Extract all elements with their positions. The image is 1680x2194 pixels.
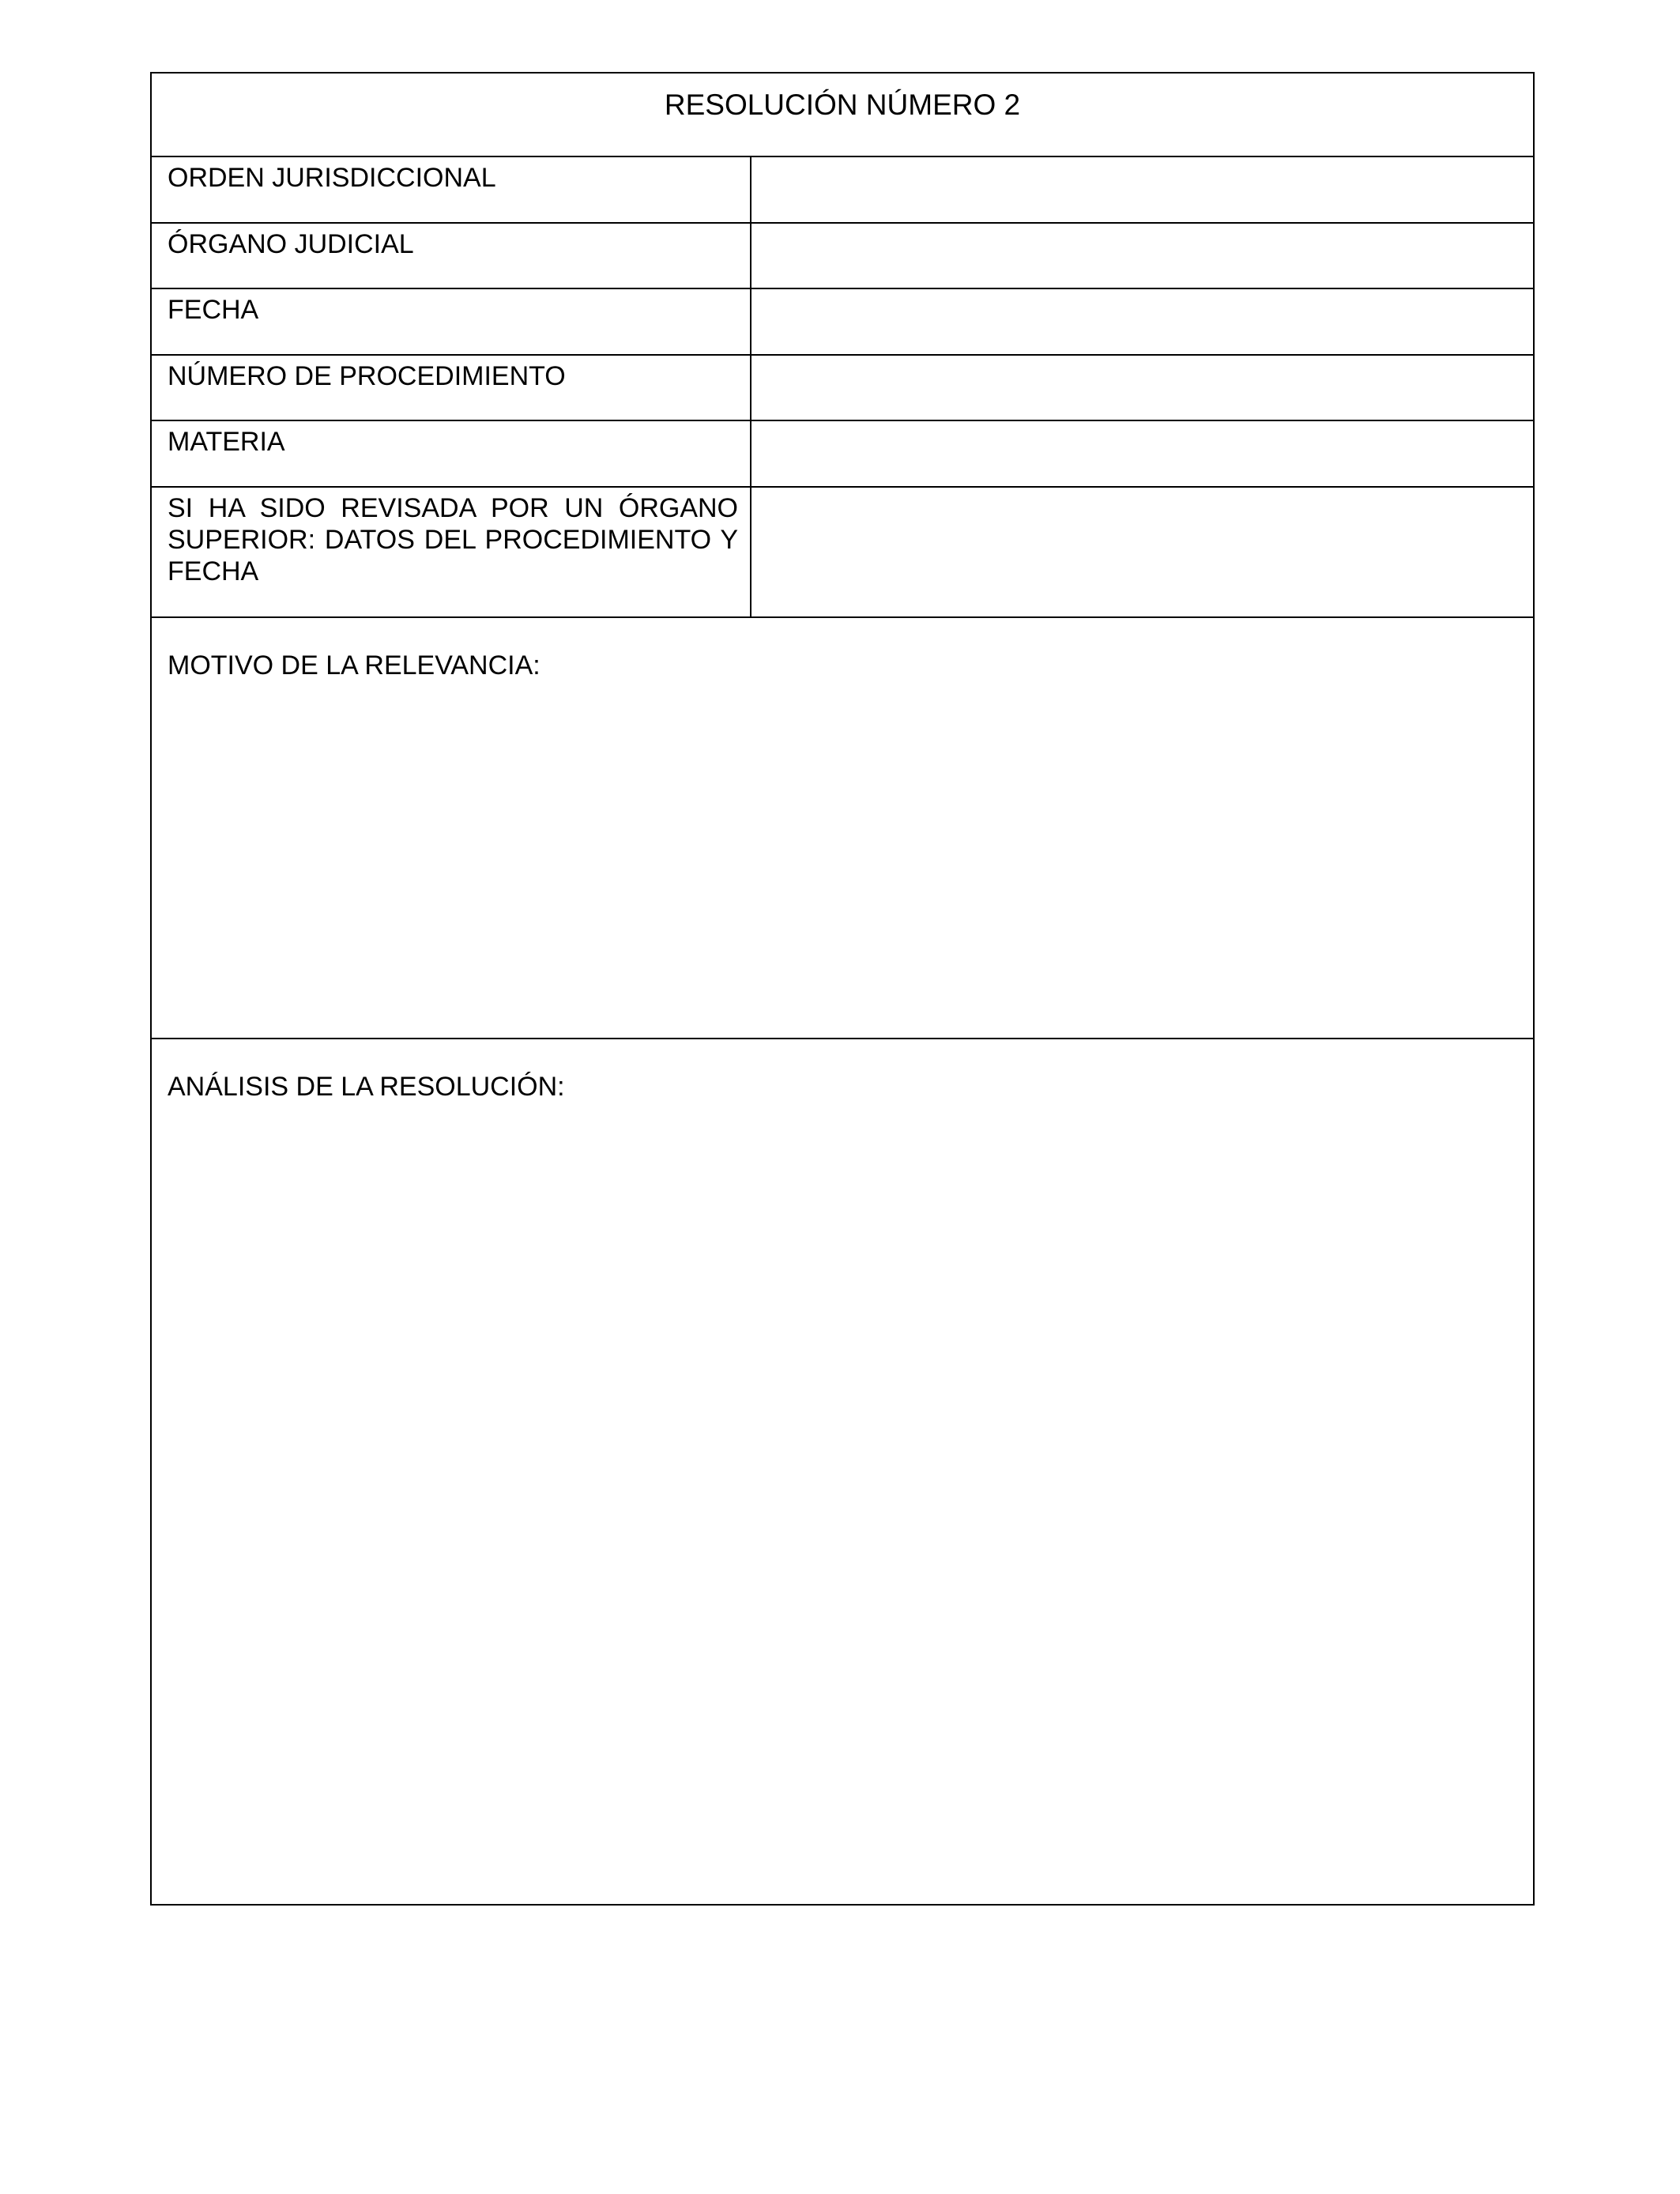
section-motivo-relevancia: [152, 618, 1533, 1039]
field-label-materia: MATERIA: [168, 427, 285, 457]
field-row-orden-jurisdiccional: [152, 157, 1533, 224]
field-label-orden-jurisdiccional: ORDEN JURISDICCIONAL: [168, 163, 496, 193]
field-label-numero-procedimiento: NÚMERO DE PROCEDIMIENTO: [168, 361, 566, 391]
section-label-motivo-relevancia: MOTIVO DE LA RELEVANCIA:: [168, 650, 541, 680]
field-value-organo-judicial[interactable]: [750, 224, 1533, 288]
section-analisis-resolucion: [152, 1039, 1533, 1904]
field-value-orden-jurisdiccional[interactable]: [750, 157, 1533, 222]
field-row-organo-judicial: [152, 224, 1533, 289]
field-label-revision-superior: SI HA SIDO REVISADA POR UN ÓRGANO SUPERIOR: DATOS DEL PROCEDIMIENTO Y FECHA: [168, 493, 738, 586]
field-row-fecha: [152, 289, 1533, 356]
field-value-numero-procedimiento[interactable]: [750, 356, 1533, 420]
title-row: [152, 74, 1533, 157]
resolution-form-table: [150, 72, 1535, 1906]
section-label-analisis-resolucion: ANÁLISIS DE LA RESOLUCIÓN:: [168, 1072, 565, 1102]
field-value-revision-superior[interactable]: [750, 488, 1533, 616]
field-value-fecha[interactable]: [750, 289, 1533, 354]
section-content-analisis-resolucion[interactable]: [168, 1110, 1517, 1896]
field-value-materia[interactable]: [750, 421, 1533, 486]
field-label-organo-judicial: ÓRGANO JUDICIAL: [168, 229, 414, 259]
field-row-materia: [152, 421, 1533, 488]
field-row-numero-procedimiento: [152, 356, 1533, 421]
section-content-motivo-relevancia[interactable]: [168, 689, 1517, 1030]
field-row-revision-superior: [152, 488, 1533, 618]
form-title: RESOLUCIÓN NÚMERO 2: [664, 89, 1021, 121]
field-label-fecha: FECHA: [168, 295, 259, 325]
